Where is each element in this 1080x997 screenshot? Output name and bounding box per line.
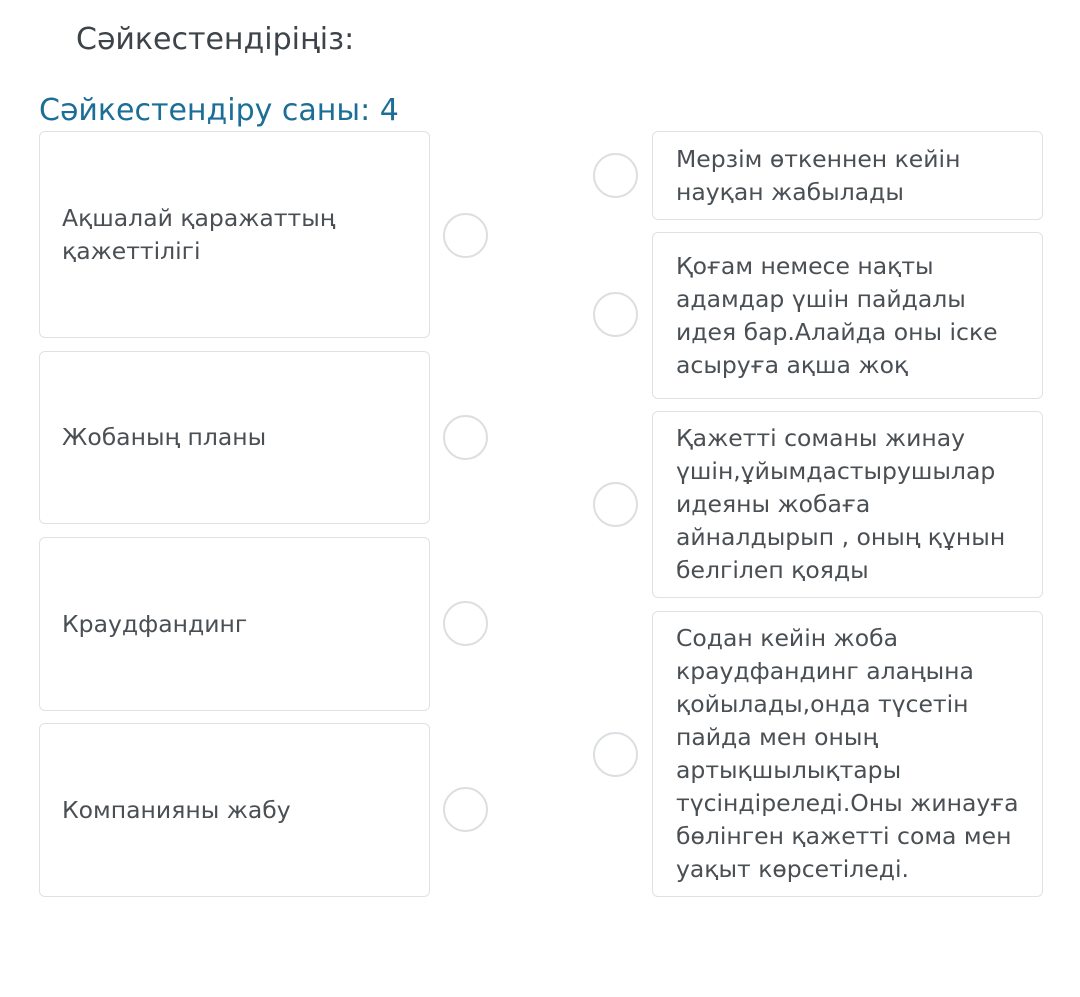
right-item-2	[652, 232, 1043, 399]
right-item-1	[652, 131, 1043, 220]
right-item-label: Қоғам немесе нақты адамдар үшін пайдалы идея бар.Алайда оны іске асыруға ақша жоқ	[676, 251, 998, 379]
question-instruction: Сәйкестендіріңіз:	[76, 22, 355, 57]
left-item-label: Компанияны жабу	[62, 795, 291, 824]
match-count-label: Сәйкестендіру саны: 4	[39, 93, 399, 128]
left-item-3-radio[interactable]	[443, 601, 488, 646]
left-item-1	[39, 131, 430, 338]
right-item-1-radio[interactable]	[593, 153, 638, 198]
right-item-4-radio[interactable]	[593, 732, 638, 777]
right-item-label: Қажетті соманы жинау үшін,ұйымдастырушылар идеяны жобаға айналдырып , оның құнын белгілеп қояды	[676, 424, 1006, 584]
right-item-3-radio[interactable]	[593, 482, 638, 527]
left-item-4-radio[interactable]	[443, 787, 488, 832]
left-item-label: Жобаның планы	[62, 423, 267, 451]
right-item-4	[652, 611, 1043, 897]
left-item-2-radio[interactable]	[443, 415, 488, 460]
right-item-label: Содан кейін жоба краудфандинг алаңына қойылады,онда түсетін пайда мен оның артықшылықтары түсіндіреледі.Оны жинауға бөлінген қажетті сома мен уақыт көрсетіледі.	[676, 624, 1019, 883]
right-item-3	[652, 411, 1043, 598]
right-item-2-radio[interactable]	[593, 292, 638, 337]
left-item-2	[39, 351, 430, 524]
left-item-label: Краудфандинг	[62, 609, 248, 638]
right-item-label: Мерзім өткеннен кейін науқан жабылады	[676, 144, 961, 206]
left-item-1-radio[interactable]	[443, 213, 488, 258]
left-item-label: Ақшалай қаражаттың қажеттілігі	[62, 203, 336, 265]
left-item-3	[39, 537, 430, 711]
left-item-4	[39, 723, 430, 897]
